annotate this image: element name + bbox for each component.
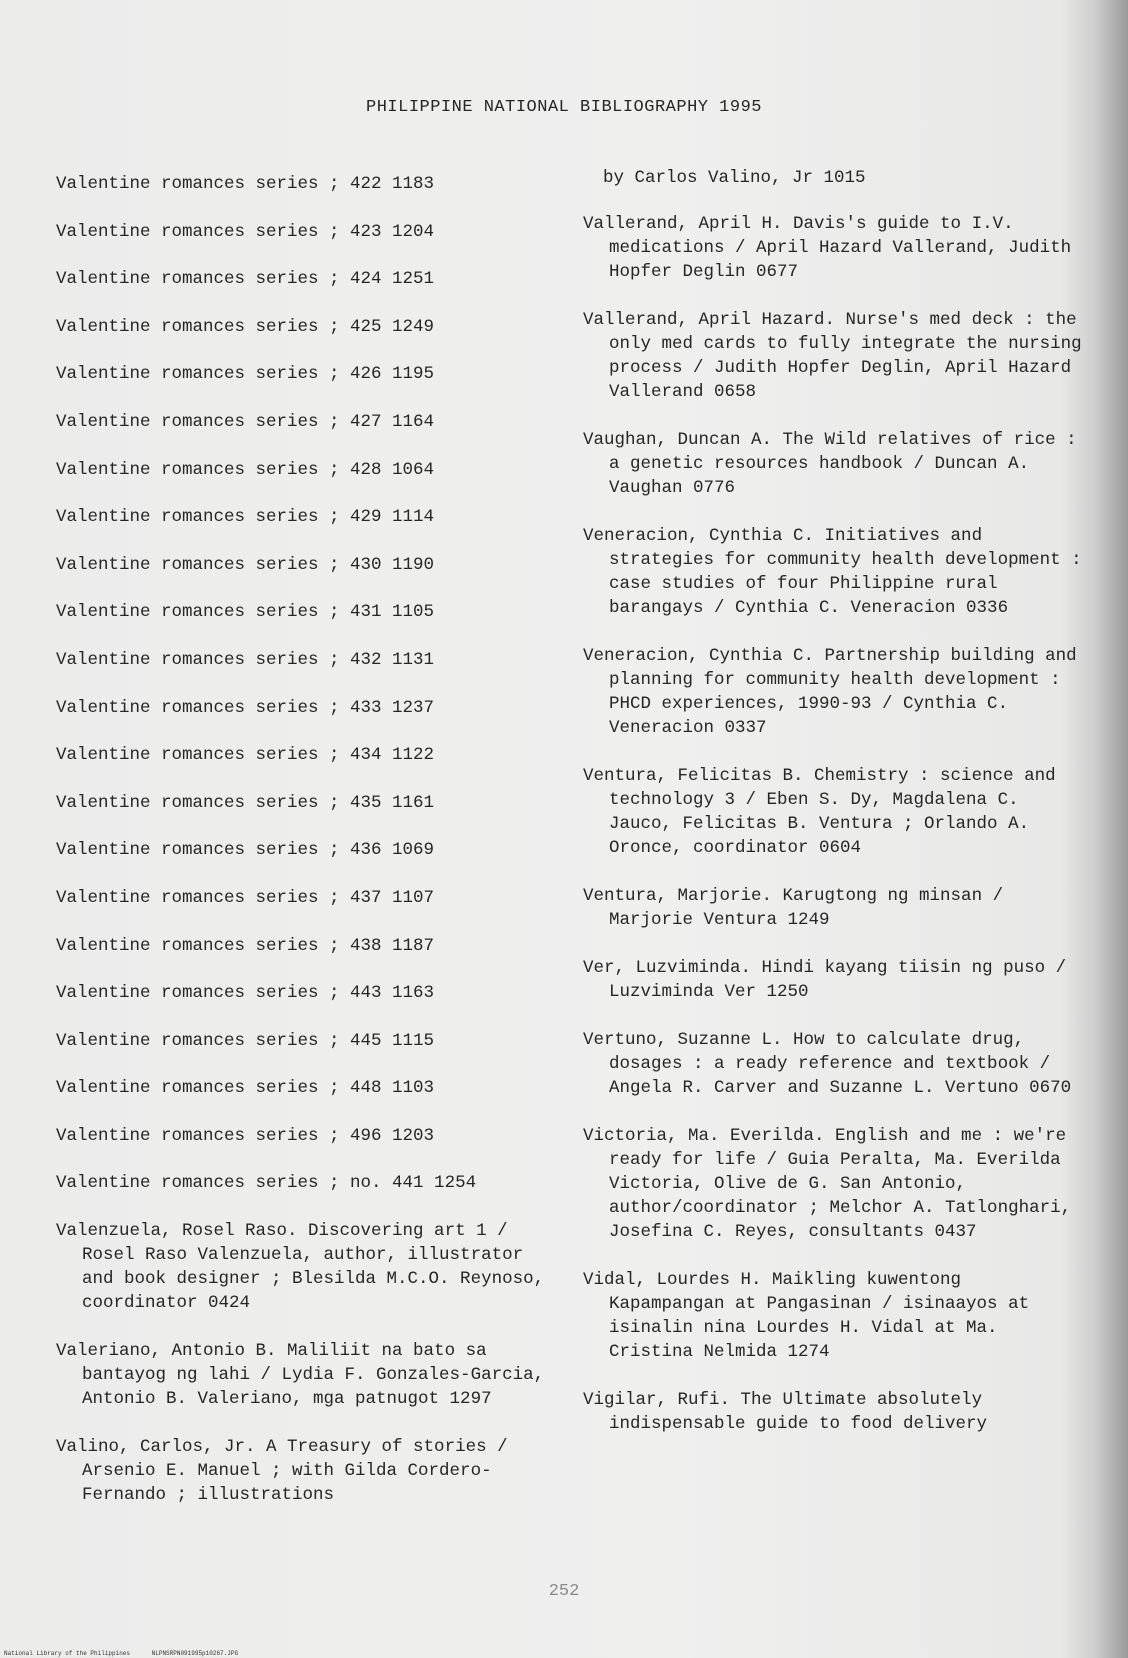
page-number: 252 (548, 1582, 580, 1601)
bibliography-entry: Veneracion, Cynthia C. Initiatives and strategies for community health development : case studies of four Philippine rural barangays / Cynthia C. Veneracion 0336 (583, 526, 1093, 618)
series-entry: Valentine romances series ; 424 1251 (56, 269, 435, 290)
bibliography-entry: Valenzuela, Rosel Raso. Discovering art 1 / Rosel Raso Valenzuela, author, illustrator and book designer ; Blesilda M.C.O. Reynoso, coordinator 0424 (56, 1221, 555, 1314)
series-entry: Valentine romances series ; 435 1161 (56, 792, 435, 813)
series-entry: Valentine romances series ; 425 1249 (56, 316, 435, 337)
series-entry: Valentine romances series ; 438 1187 (56, 935, 435, 956)
bibliography-entry: Ventura, Marjorie. Karugtong ng minsan / Marjorie Ventura 1249 (583, 886, 1014, 930)
bibliography-entry: Ventura, Felicitas B. Chemistry : science and technology 3 / Eben S. Dy, Magdalena C. Jauco, Felicitas B. Ventura ; Orlando A. Oronce, coordinator 0604 (583, 766, 1067, 858)
bibliography-entry: Vallerand, April H. Davis's guide to I.V. medications / April Hazard Vallerand, Judith Hopfer Deglin 0677 (583, 214, 1082, 282)
bibliography-entry: Vaughan, Duncan A. The Wild relatives of rice : a genetic resources handbook / Duncan A. Vaughan 0776 (583, 430, 1088, 498)
series-entry: Valentine romances series ; 445 1115 (56, 1030, 435, 1051)
bibliography-entry: Vallerand, April Hazard. Nurse's med deck : the only med cards to fully integrate the nursing process / Judith Hopfer Deglin, April Hazard Vallerand 0658 (583, 310, 1093, 402)
bibliography-entry: Victoria, Ma. Everilda. English and me : we're ready for life / Guia Peralta, Ma. Everilda Victoria, Olive de G. San Antonio, author/coordinator ; Melchor A. Tatlonghari, Josefina C. Reyes, consultants 0437 (583, 1126, 1082, 1242)
series-entry: Valentine romances series ; 448 1103 (56, 1078, 435, 1099)
series-entry: Valentine romances series ; 427 1164 (56, 411, 435, 432)
series-entry: Valentine romances series ; 437 1107 (56, 887, 435, 908)
series-entry: Valentine romances series ; 428 1064 (56, 459, 435, 480)
bibliography-entry: Veneracion, Cynthia C. Partnership building and planning for community health development : PHCD experiences, 1990-93 / Cynthia C. Veneracion 0337 (583, 646, 1088, 738)
entry-continuation: by Carlos Valino, Jr 1015 (603, 168, 866, 188)
series-entry: Valentine romances series ; 496 1203 (56, 1125, 435, 1146)
series-entry: Valentine romances series ; 443 1163 (56, 983, 435, 1004)
left-column (56, 172, 556, 1531)
bibliography-entry: Valeriano, Antonio B. Maliliit na bato sa bantayog ng lahi / Lydia F. Gonzales-Garcia, Antonio B. Valeriano, mga patnugot 1297 (56, 1341, 555, 1410)
bibliography-entry: Vigilar, Rufi. The Ultimate absolutely indispensable guide to food delivery (583, 1390, 993, 1434)
bibliography-entry: Ver, Luzviminda. Hindi kayang tiisin ng puso / Luzviminda Ver 1250 (583, 958, 1077, 1002)
series-entry: Valentine romances series ; 429 1114 (56, 507, 435, 528)
series-entry: Valentine romances series ; 426 1195 (56, 364, 435, 385)
series-entry: Valentine romances series ; 434 1122 (56, 745, 435, 766)
bibliography-entry: Valino, Carlos, Jr. A Treasury of stories / Arsenio E. Manuel ; with Gilda Cordero-Fernando ; illustrations (56, 1437, 519, 1506)
running-head: PHILIPPINE NATIONAL BIBLIOGRAPHY 1995 (366, 98, 762, 117)
scan-footer (4, 1650, 256, 1657)
series-entry: Valentine romances series ; 433 1237 (56, 697, 435, 718)
bibliography-entry: Vertuno, Suzanne L. How to calculate drug, dosages : a ready reference and textbook / Angela R. Carver and Suzanne L. Vertuno 0670 (583, 1030, 1072, 1098)
series-entry: Valentine romances series ; 432 1131 (56, 649, 435, 670)
footer-library: National Library of the Philippines (4, 1650, 131, 1657)
right-column (583, 166, 1093, 1460)
series-entry: Valentine romances series ; 423 1204 (56, 221, 435, 242)
series-entry: Valentine romances series ; 422 1183 (56, 174, 435, 194)
series-entry: Valentine romances series ; 431 1105 (56, 602, 435, 623)
series-entry: Valentine romances series ; 436 1069 (56, 840, 435, 861)
series-entry: Valentine romances series ; 430 1190 (56, 554, 435, 575)
footer-filename: NLPNSRPN091995p10267.JPG (151, 1650, 239, 1657)
series-entry: Valentine romances series ; no. 441 1254 (56, 1173, 477, 1194)
bibliography-entry: Vidal, Lourdes H. Maikling kuwentong Kapampangan at Pangasinan / isinaayos at isinalin nina Lourdes H. Vidal at Ma. Cristina Nelmida 1274 (583, 1270, 1040, 1362)
